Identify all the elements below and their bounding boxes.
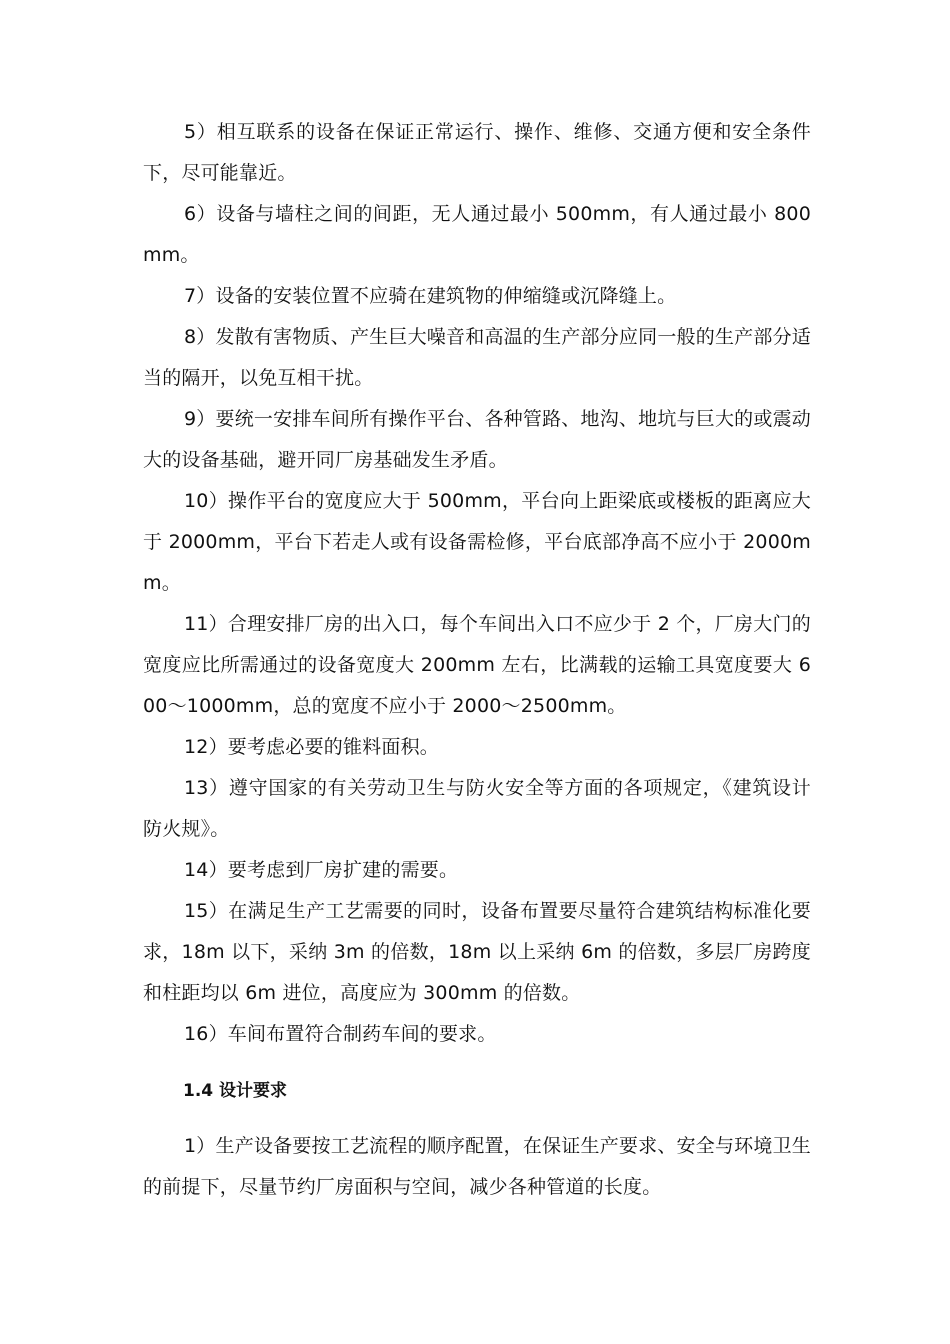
paragraph-6: 6）设备与墙柱之间的间距，无人通过最小 500mm，有人通过最小 800mm。 bbox=[143, 203, 811, 266]
section-heading: 1.4 设计要求 bbox=[183, 1081, 288, 1101]
paragraph-12: 12）要考虑必要的锥料面积。 bbox=[184, 736, 439, 758]
paragraph-13: 13）遵守国家的有关劳动卫生与防火安全等方面的各项规定，《建筑设计防火规》。 bbox=[143, 777, 811, 840]
paragraph-7: 7）设备的安装位置不应骑在建筑物的伸缩缝或沉降缝上。 bbox=[184, 285, 677, 307]
document-body bbox=[143, 112, 811, 1208]
paragraph-15: 15）在满足生产工艺需要的同时，设备布置要尽量符合建筑结构标准化要求，18m 以下，采纳 3m 的倍数，18m 以上采纳 6m 的倍数，多层厂房跨度和柱距均以 6m 进位，高度应为 300mm 的倍数。 bbox=[143, 900, 811, 1004]
paragraph-10: 10）操作平台的宽度应大于 500mm，平台向上距梁底或楼板的距离应大于 2000mm，平台下若走人或有设备需检修，平台底部净高不应小于 2000mm。 bbox=[143, 490, 811, 594]
paragraph-14: 14）要考虑到厂房扩建的需要。 bbox=[184, 859, 459, 881]
design-requirement-1: 1）生产设备要按工艺流程的顺序配置，在保证生产要求、安全与环境卫生的前提下，尽量节约厂房面积与空间，减少各种管道的长度。 bbox=[143, 1135, 811, 1198]
paragraph-8: 8）发散有害物质、产生巨大噪音和高温的生产部分应同一般的生产部分适当的隔开，以免互相干扰。 bbox=[143, 326, 811, 389]
paragraph-11: 11）合理安排厂房的出入口，每个车间出入口不应少于 2 个，厂房大门的宽度应比所需通过的设备宽度大 200mm 左右，比满载的运输工具宽度要大 600～1000mm，总的宽度不应小于 2000～2500mm。 bbox=[143, 613, 811, 717]
paragraph-16: 16）车间布置符合制药车间的要求。 bbox=[184, 1023, 497, 1045]
paragraph-5: 5）相互联系的设备在保证正常运行、操作、维修、交通方便和安全条件下，尽可能靠近。 bbox=[143, 121, 811, 184]
paragraph-9: 9）要统一安排车间所有操作平台、各种管路、地沟、地坑与巨大的或震动大的设备基础，避开同厂房基础发生矛盾。 bbox=[143, 408, 811, 471]
